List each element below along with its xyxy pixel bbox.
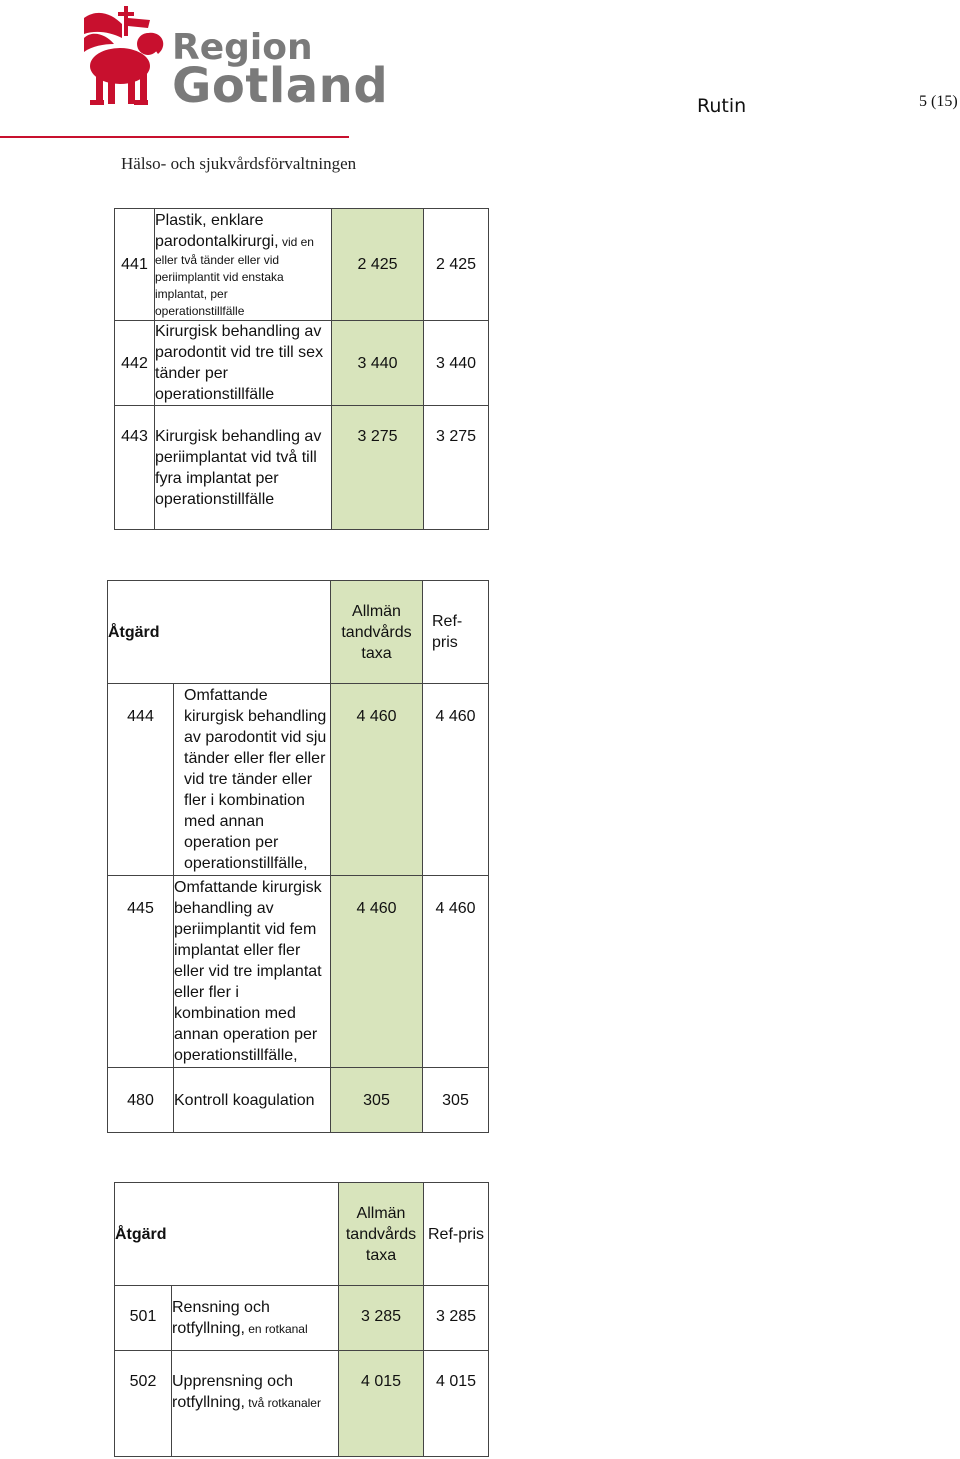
table-row <box>108 684 489 876</box>
row-description <box>155 321 332 406</box>
table-row <box>115 321 489 406</box>
header-line: taxa <box>361 644 392 662</box>
row-code: 443 <box>115 406 155 530</box>
desc-line: tänder per <box>155 365 228 382</box>
header-line: tandvårds <box>341 623 412 641</box>
desc-main: rotfyllning, <box>172 1320 245 1337</box>
desc-line: kombination med <box>174 1005 296 1022</box>
table-row <box>115 406 489 530</box>
row-code: 441 <box>115 209 155 321</box>
column-header-taxa <box>339 1183 424 1286</box>
desc-line: Plastik, enklare <box>155 211 264 229</box>
desc-line: eller två tänder eller vid <box>155 252 280 267</box>
header-line: pris <box>432 634 458 651</box>
desc-line: Rensning och <box>172 1299 270 1316</box>
header-divider <box>0 136 349 138</box>
desc-line: vid tre tänder eller <box>184 771 313 788</box>
desc-line <box>172 1318 338 1339</box>
table-row <box>108 876 489 1068</box>
taxa-value: 3 275 <box>332 406 424 530</box>
desc-small: en rotkanal <box>244 1322 308 1336</box>
desc-line: kirurgisk behandling <box>184 708 327 725</box>
desc-line: operation per <box>184 834 279 851</box>
table-row <box>108 1068 489 1133</box>
desc-line: behandling av <box>174 900 274 917</box>
column-header-atgard: Åtgärd <box>108 581 331 684</box>
desc-line: periimplantit vid enstaka <box>155 269 284 284</box>
row-code: 480 <box>108 1068 174 1133</box>
desc-small: två rotkanaler <box>244 1396 321 1410</box>
desc-line: periimplantit vid fem <box>174 921 317 938</box>
row-code: 501 <box>115 1286 172 1351</box>
ref-value: 2 425 <box>424 209 489 321</box>
row-code: 445 <box>108 876 174 1068</box>
desc-line: fler i kombination <box>184 792 305 809</box>
table-header-row <box>108 581 489 684</box>
ref-value: 305 <box>423 1068 489 1133</box>
taxa-value: 3 440 <box>332 321 424 406</box>
document-type: Rutin <box>697 95 747 117</box>
row-description <box>172 1286 339 1351</box>
desc-line: eller vid tre implantat <box>174 963 322 980</box>
row-description: Kontroll koagulation <box>174 1068 331 1133</box>
taxa-value: 3 285 <box>339 1286 424 1351</box>
row-code: 502 <box>115 1351 172 1457</box>
department-name: Hälso- och sjukvårdsförvaltningen <box>121 154 357 173</box>
desc-line: Upprensning och <box>172 1373 293 1390</box>
column-header-atgard: Åtgärd <box>115 1183 339 1286</box>
desc-line: med annan <box>184 813 265 830</box>
ref-value: 4 015 <box>424 1351 489 1457</box>
ref-value: 4 460 <box>423 684 489 876</box>
desc-line: eller fler i <box>174 984 239 1001</box>
desc-line: operationstillfälle <box>155 490 275 508</box>
logo-text-region: Region <box>172 27 313 68</box>
header-line: Allmän <box>352 602 401 620</box>
desc-main: rotfyllning, <box>172 1394 245 1411</box>
table-header-row <box>115 1183 489 1286</box>
header-line: taxa <box>365 1246 397 1264</box>
desc-line: operationstillfälle, <box>174 1047 298 1064</box>
header-line: Allmän <box>356 1204 406 1222</box>
desc-line: implantat, per <box>155 286 228 301</box>
desc-line: parodontit vid tre till sex <box>155 344 324 361</box>
desc-small: vid en <box>278 234 314 249</box>
taxa-value: 4 460 <box>331 876 423 1068</box>
row-code: 444 <box>108 684 174 876</box>
page-number: 5 (15) <box>919 93 958 110</box>
ref-value: 4 460 <box>423 876 489 1068</box>
desc-line: annan operation per <box>174 1026 318 1043</box>
region-gotland-logo <box>78 4 170 113</box>
row-code: 442 <box>115 321 155 406</box>
table-row <box>115 1286 489 1351</box>
column-header-taxa <box>331 581 423 684</box>
ref-value: 3 285 <box>424 1286 489 1351</box>
desc-line: fyra implantat per <box>155 469 279 487</box>
desc-line: Omfattande <box>184 687 268 704</box>
desc-main: parodontalkirurgi, <box>155 232 279 250</box>
desc-line <box>155 231 331 252</box>
table-row <box>115 1351 489 1457</box>
desc-line: implantat eller fler <box>174 942 301 959</box>
taxa-value: 4 460 <box>331 684 423 876</box>
logo-text-gotland: Gotland <box>172 58 389 114</box>
row-description <box>155 406 332 530</box>
row-description <box>155 209 332 321</box>
header-line: tandvårds <box>345 1225 417 1243</box>
fee-table-2 <box>107 580 489 1133</box>
taxa-value: 4 015 <box>339 1351 424 1457</box>
fee-table-3 <box>114 1182 489 1457</box>
column-header-refpris <box>423 581 489 684</box>
ref-value: 3 440 <box>424 321 489 406</box>
row-description <box>172 1351 339 1457</box>
row-description <box>174 876 331 1068</box>
desc-line: Kirurgisk behandling av <box>155 427 322 445</box>
desc-line: av parodontit vid sju <box>184 729 327 746</box>
desc-line: operationstillfälle, <box>184 855 308 872</box>
taxa-value: 305 <box>331 1068 423 1133</box>
desc-line: tänder eller fler eller <box>184 750 326 767</box>
desc-line: periimplantat vid två till <box>155 448 317 466</box>
ref-value: 3 275 <box>424 406 489 530</box>
header-line: Ref- <box>432 613 463 630</box>
desc-line: operationstillfälle <box>155 386 275 403</box>
desc-line: Omfattande kirurgisk <box>174 879 322 896</box>
column-header-refpris: Ref-pris <box>424 1183 489 1286</box>
row-description <box>174 684 331 876</box>
ram-emblem-icon <box>78 4 170 108</box>
desc-line: operationstillfälle <box>155 303 245 318</box>
taxa-value: 2 425 <box>332 209 424 321</box>
desc-line <box>172 1392 338 1413</box>
desc-line: Kirurgisk behandling av <box>155 323 322 340</box>
fee-table-1 <box>114 208 489 530</box>
table-row <box>115 209 489 321</box>
